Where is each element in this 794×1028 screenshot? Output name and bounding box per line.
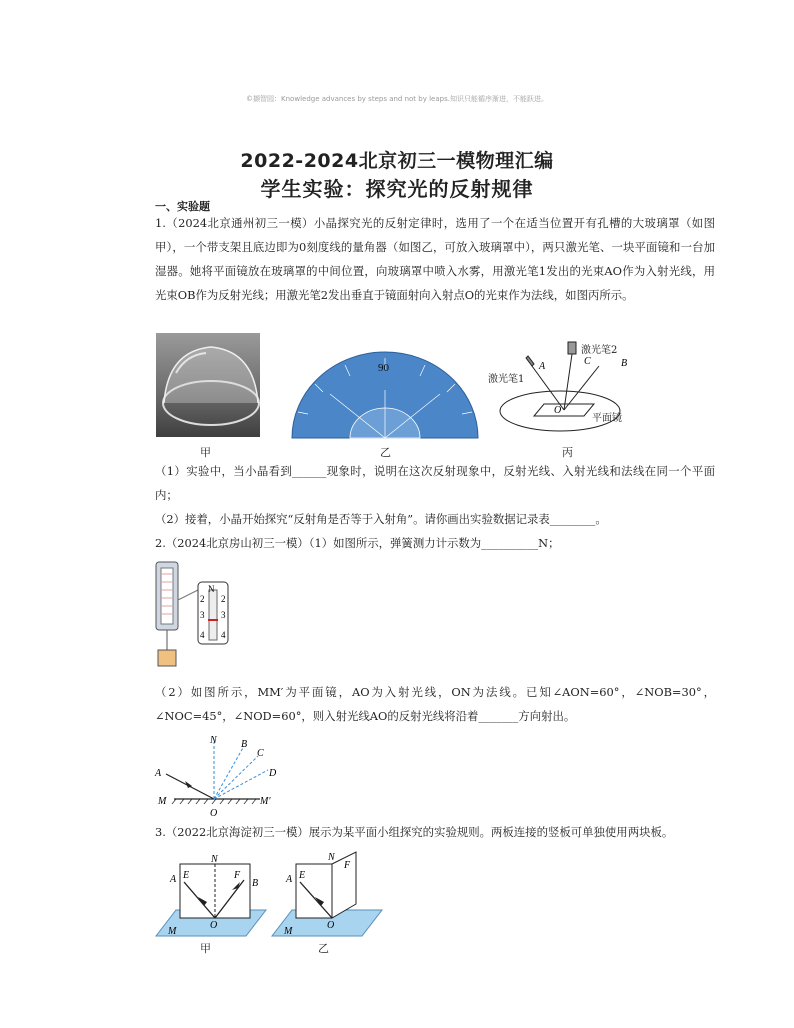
tick-right-3: 3 bbox=[221, 610, 226, 620]
fig3b-label-F: F bbox=[344, 860, 351, 871]
fig3b-label-E: E bbox=[299, 870, 306, 881]
tick-right-4: 4 bbox=[221, 630, 226, 640]
fig2-label-C: C bbox=[257, 748, 264, 759]
fig2-label-N: N bbox=[210, 735, 217, 746]
fig2-label-A: A bbox=[155, 768, 162, 779]
glass-dome-photo bbox=[156, 333, 260, 437]
fig2-label-Mprime: M′ bbox=[260, 796, 271, 807]
question-3-text: 3.（2022北京海淀初三一模）展示为某平面小组探究的实验规则。两板连接的竖板可单独使用两块板。 bbox=[155, 825, 674, 839]
label-A: A bbox=[539, 361, 546, 372]
fig3-label-F: F bbox=[234, 870, 241, 881]
laser2-label: 激光笔2 bbox=[581, 345, 618, 356]
question-1-sub2: （2）接着，小晶开始探究“反射角是否等于入射角”。请你画出实验数据记录表________。 bbox=[155, 512, 607, 526]
caption-jia-1: 甲 bbox=[200, 446, 211, 459]
fig3-label-B: B bbox=[252, 878, 259, 889]
weight-block bbox=[158, 650, 176, 666]
ray-C bbox=[214, 756, 258, 799]
caption-yi-3: 乙 bbox=[318, 942, 329, 955]
fig2-label-O: O bbox=[210, 808, 218, 819]
page-title: 2022-2024北京初三一模物理汇编 bbox=[240, 150, 554, 172]
laser1-label: 激光笔1 bbox=[488, 374, 525, 385]
tick-right-2: 2 bbox=[221, 594, 226, 604]
caption-bing: 丙 bbox=[562, 446, 573, 459]
tick-left-3: 3 bbox=[200, 610, 205, 620]
fig3-label-A: A bbox=[170, 874, 177, 885]
boards-figure-jia bbox=[154, 852, 269, 942]
page-subtitle: 学生实验：探究光的反射规律 bbox=[260, 177, 534, 201]
protractor-figure bbox=[290, 350, 480, 442]
fig3b-label-O: O bbox=[327, 920, 335, 931]
watermark: ©撷智园：Knowledge advances by steps and not by leaps.知识只能循序渐进，不能跃进。 bbox=[246, 95, 548, 103]
fig3b-label-A: A bbox=[286, 874, 293, 885]
fig3-label-N: N bbox=[211, 854, 218, 865]
mirror-label: 平面镜 bbox=[592, 413, 622, 424]
fig2-label-D: D bbox=[269, 768, 277, 779]
fig3-label-O: O bbox=[210, 920, 218, 931]
glass-dome-drawing bbox=[156, 333, 260, 437]
spring-scale-figure bbox=[152, 560, 232, 672]
question-2-text: 2.（2024北京房山初三一模）（1）如图所示，弹簧测力计示数为__________N； bbox=[155, 536, 560, 550]
label-O: O bbox=[554, 405, 562, 416]
tick-left-2: 2 bbox=[200, 594, 205, 604]
question-1-sub1: （1）实验中，当小晶看到______现象时，说明在这次反射现象中，反射光线、入射光线和法线在同一个平面内； bbox=[155, 464, 715, 502]
caption-jia-3: 甲 bbox=[200, 942, 211, 955]
scale-unit-N: N bbox=[208, 584, 215, 594]
fig2-label-B: B bbox=[241, 739, 248, 750]
fig3b-label-M: M bbox=[284, 926, 293, 937]
fig2-label-M: M bbox=[158, 796, 167, 807]
caption-yi-1: 乙 bbox=[380, 446, 391, 459]
fig3b-label-N: N bbox=[328, 852, 335, 863]
protractor-label: 90 bbox=[378, 362, 389, 374]
question-1-text: 1.（2024北京通州初三一模）小晶探究光的反射定律时，选用了一个在适当位置开有孔槽的大玻璃罩（如图甲），一个带支架且底边即为0刻度线的量角器（如图乙，可放入玻璃罩中），两只激光笔、一块平面镜和一台加湿器。她将平面镜放在玻璃罩的中间位置，向玻璃罩中喷入水雾，用激光笔1发出的光束AO作为入射光线，用光束OB作为反射光线；用激光笔2发出垂直于镜面射向入射点O的光束作为法线，如图丙所示。 bbox=[155, 216, 715, 302]
fig3-label-M: M bbox=[168, 926, 177, 937]
reflection-figure bbox=[152, 732, 282, 820]
boards-figure-yi bbox=[270, 846, 385, 942]
question-2-sub2: （2）如图所示，MM′为平面镜，AO为入射光线，ON为法线。已知∠AON=60°，∠NOB=30°，∠NOC=45°，∠NOD=60°，则入射光线AO的反射光线将沿着_______方向射出。 bbox=[155, 685, 715, 723]
label-B: B bbox=[621, 358, 628, 369]
label-C: C bbox=[584, 356, 591, 367]
tick-left-4: 4 bbox=[200, 630, 205, 640]
section-heading: 一、实验题 bbox=[155, 200, 210, 213]
fig3-label-E: E bbox=[183, 870, 190, 881]
